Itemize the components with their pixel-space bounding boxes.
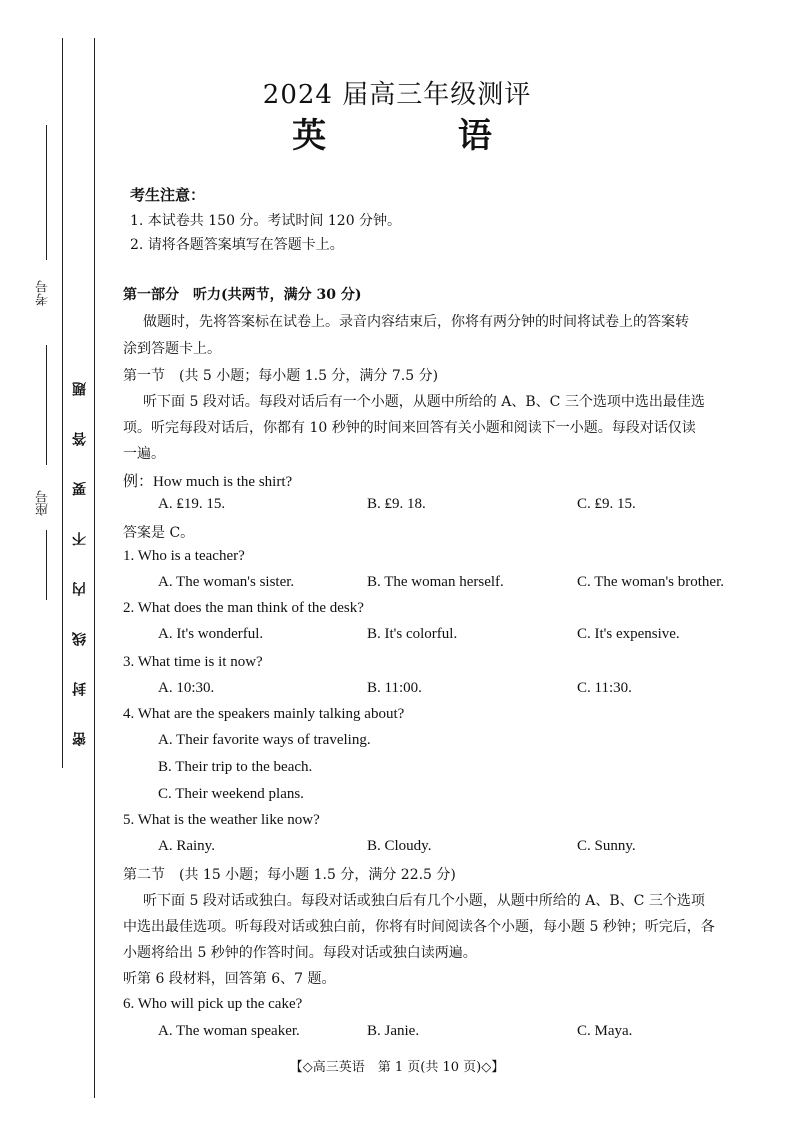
question-stem: 4. What are the speakers mainly talking about? xyxy=(123,706,405,722)
seal-char: 要 xyxy=(72,482,88,496)
section1-instructions: 一遍。 xyxy=(123,446,165,462)
question-option: A. The woman's sister. xyxy=(158,574,295,590)
question-option: A. The woman speaker. xyxy=(158,1023,300,1039)
question-stem: 3. What time is it now? xyxy=(123,654,263,670)
question-option: C. 11:30. xyxy=(577,680,632,696)
question-stem: 1. Who is a teacher? xyxy=(123,548,245,564)
page-footer: 【◇高三英语 第 1 页(共 10 页)◇】 xyxy=(289,1060,505,1075)
notice-heading: 考生注意： xyxy=(130,186,206,204)
part1-heading: 第一部分 听力(共两节，满分 30 分) xyxy=(123,287,362,303)
question-stem: 5. What is the weather like now? xyxy=(123,812,320,828)
subject-title: 英 语 xyxy=(292,116,552,156)
binding-line-right xyxy=(94,38,95,1098)
question-option: C. It's expensive. xyxy=(577,626,680,642)
example-option: A. ₤19. 15. xyxy=(158,496,226,512)
exam-title: 2024 届高三年级测评 xyxy=(262,80,532,110)
seal-char: 题 xyxy=(72,382,88,396)
question-option: B. Janie. xyxy=(367,1023,420,1039)
seal-char: 封 xyxy=(72,682,88,696)
question-option: B. Their trip to the beach. xyxy=(158,759,313,775)
exam-no-field-lower[interactable] xyxy=(46,345,47,465)
section1-heading: 第一节 (共 5 小题；每小题 1.5 分，满分 7.5 分) xyxy=(123,368,439,384)
question-option: B. 11:00. xyxy=(367,680,422,696)
section2-instructions: 中选出最佳选项。听每段对话或独白前，你将有时间阅读各个小题，每小题 5 秒钟；听完后，各 xyxy=(123,919,715,935)
material-instruction: 听第 6 段材料，回答第 6、7 题。 xyxy=(123,971,336,987)
question-option: C. The woman's brother. xyxy=(577,574,724,590)
example-option: C. ₤9. 15. xyxy=(577,496,636,512)
section2-instructions: 小题将给出 5 秒钟的作答时间。每段对话或独白读两遍。 xyxy=(123,945,477,961)
notice-item: 1. 本试卷共 150 分。考试时间 120 分钟。 xyxy=(130,213,402,229)
question-option: A. Rainy. xyxy=(158,838,215,854)
seal-char: 内 xyxy=(72,582,88,596)
exam-no-label: 考号 xyxy=(36,280,51,306)
seal-char: 不 xyxy=(72,532,88,546)
example-answer: 答案是 C。 xyxy=(123,525,195,541)
question-option: A. It's wonderful. xyxy=(158,626,264,642)
question-option: B. Cloudy. xyxy=(367,838,432,854)
seat-label: 座号 xyxy=(36,490,51,516)
section2-heading: 第二节 (共 15 小题；每小题 1.5 分，满分 22.5 分) xyxy=(123,867,456,883)
section1-instructions: 听下面 5 段对话。每段对话后有一个小题，从题中所给的 A、B、C 三个选项中选出最佳选 xyxy=(143,394,705,410)
question-option: C. Maya. xyxy=(577,1023,633,1039)
part1-intro: 做题时，先将答案标在试卷上。录音内容结束后，你将有两分钟的时间将试卷上的答案转 xyxy=(143,314,689,330)
example-option: B. ₤9. 18. xyxy=(367,496,426,512)
seal-char: 密 xyxy=(72,732,88,746)
question-stem: 2. What does the man think of the desk? xyxy=(123,600,364,616)
seal-char: 答 xyxy=(72,432,88,446)
question-option: A. 10:30. xyxy=(158,680,215,696)
section1-instructions: 项。听完每段对话后，你都有 10 秒钟的时间来回答有关小题和阅读下一小题。每段对话仅读 xyxy=(123,420,696,436)
question-option: B. It's colorful. xyxy=(367,626,458,642)
question-option: C. Sunny. xyxy=(577,838,636,854)
question-option: A. Their favorite ways of traveling. xyxy=(158,732,371,748)
notice-item: 2. 请将各题答案填写在答题卡上。 xyxy=(130,237,344,253)
example-stem: 例：How much is the shirt? xyxy=(123,474,293,490)
section2-instructions: 听下面 5 段对话或独白。每段对话或独白后有几个小题，从题中所给的 A、B、C 三个选项 xyxy=(143,893,705,909)
seat-field[interactable] xyxy=(46,530,47,600)
question-stem: 6. Who will pick up the cake? xyxy=(123,996,303,1012)
part1-intro: 涂到答题卡上。 xyxy=(123,341,221,357)
seal-char: 线 xyxy=(72,632,88,646)
question-option: C. Their weekend plans. xyxy=(158,786,304,802)
question-option: B. The woman herself. xyxy=(367,574,504,590)
